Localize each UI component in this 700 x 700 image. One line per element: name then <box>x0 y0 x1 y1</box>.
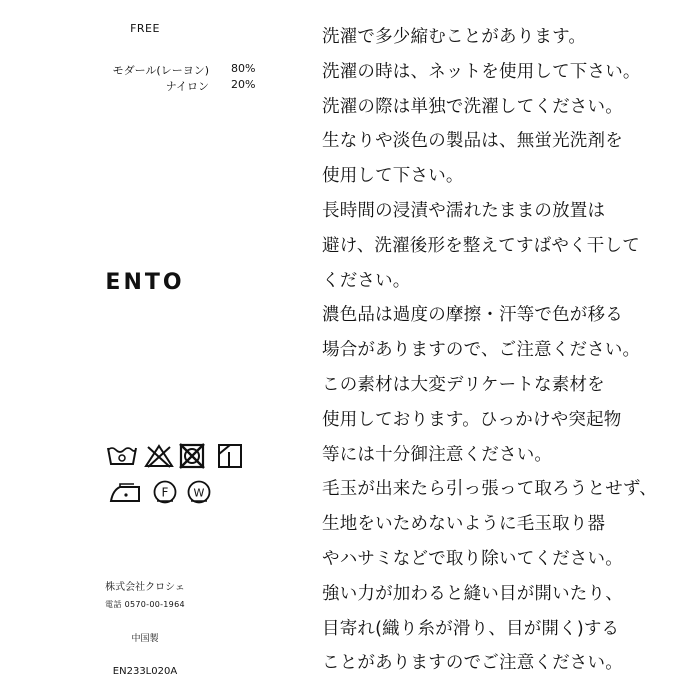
care-notes <box>322 20 692 681</box>
dry-clean-letter: F <box>161 485 169 500</box>
care-note-line: 場合がありますので、ご注意ください。 <box>322 340 641 361</box>
fiber-name: ナイロン <box>165 80 209 93</box>
phone-number: 電話 0570-00-1964 <box>105 600 185 609</box>
company-name: 株式会社クロシェ <box>105 582 185 593</box>
care-note-line: 生なりや淡色の製品は、無蛍光洗剤を <box>322 131 623 152</box>
size-label: FREE <box>130 22 160 35</box>
care-note-line: 強い力が加わると縫い目が開いたり、 <box>322 583 623 604</box>
no-bleach-icon <box>144 443 174 469</box>
wet-clean-w-icon <box>186 479 212 505</box>
care-label <box>0 0 290 700</box>
fiber-percent: 20% <box>231 78 256 91</box>
product-code: EN233L020A <box>112 666 178 677</box>
country-of-origin: 中国製 <box>131 634 159 644</box>
dry-clean-f-icon <box>152 479 178 505</box>
fiber-percent: 80% <box>231 62 256 75</box>
no-tumble-dry-icon <box>178 442 206 470</box>
iron-low-icon <box>108 482 142 504</box>
care-note-line: 等には十分御注意ください。 <box>322 444 553 465</box>
fiber-row <box>92 62 267 78</box>
care-note-line: 生地をいためないように毛玉取り器 <box>322 514 606 535</box>
care-symbols <box>106 438 256 508</box>
wet-clean-letter: W <box>193 486 205 500</box>
care-note-line: 洗濯の際は単独で洗濯してください。 <box>322 96 623 117</box>
line-dry-shade-icon <box>216 442 244 470</box>
care-note-line: 使用して下さい。 <box>322 166 464 187</box>
care-note-line: ことがありますのでご注意ください。 <box>322 653 623 674</box>
care-note-line: 避け、洗濯後形を整えてすばやく干して <box>322 235 640 256</box>
care-note-line: やハサミなどで取り除いてください。 <box>322 548 623 569</box>
care-note-line: 使用しております。ひっかけや突起物 <box>322 409 622 430</box>
care-note-line: この素材は大変デリケートな素材を <box>322 374 605 395</box>
wash-30-icon <box>106 444 138 468</box>
fiber-name: モダール(レーヨン) <box>112 64 209 77</box>
care-note-line: 目寄れ(織り糸が滑り、目が開く)する <box>322 618 620 639</box>
care-note-line: 洗濯の時は、ネットを使用して下さい。 <box>322 61 641 82</box>
care-note-line: 長時間の浸漬や濡れたままの放置は <box>322 200 606 221</box>
care-note-line: 濃色品は過度の摩擦・汗等で色が移る <box>322 305 623 326</box>
brand-name: ENTO <box>105 270 185 295</box>
fiber-row <box>92 78 267 94</box>
care-note-line: 毛玉が出来たら引っ張って取ろうとせず、 <box>322 479 657 500</box>
care-note-line: 洗濯で多少縮むことがあります。 <box>322 27 587 47</box>
care-note-line: ください。 <box>322 270 411 291</box>
